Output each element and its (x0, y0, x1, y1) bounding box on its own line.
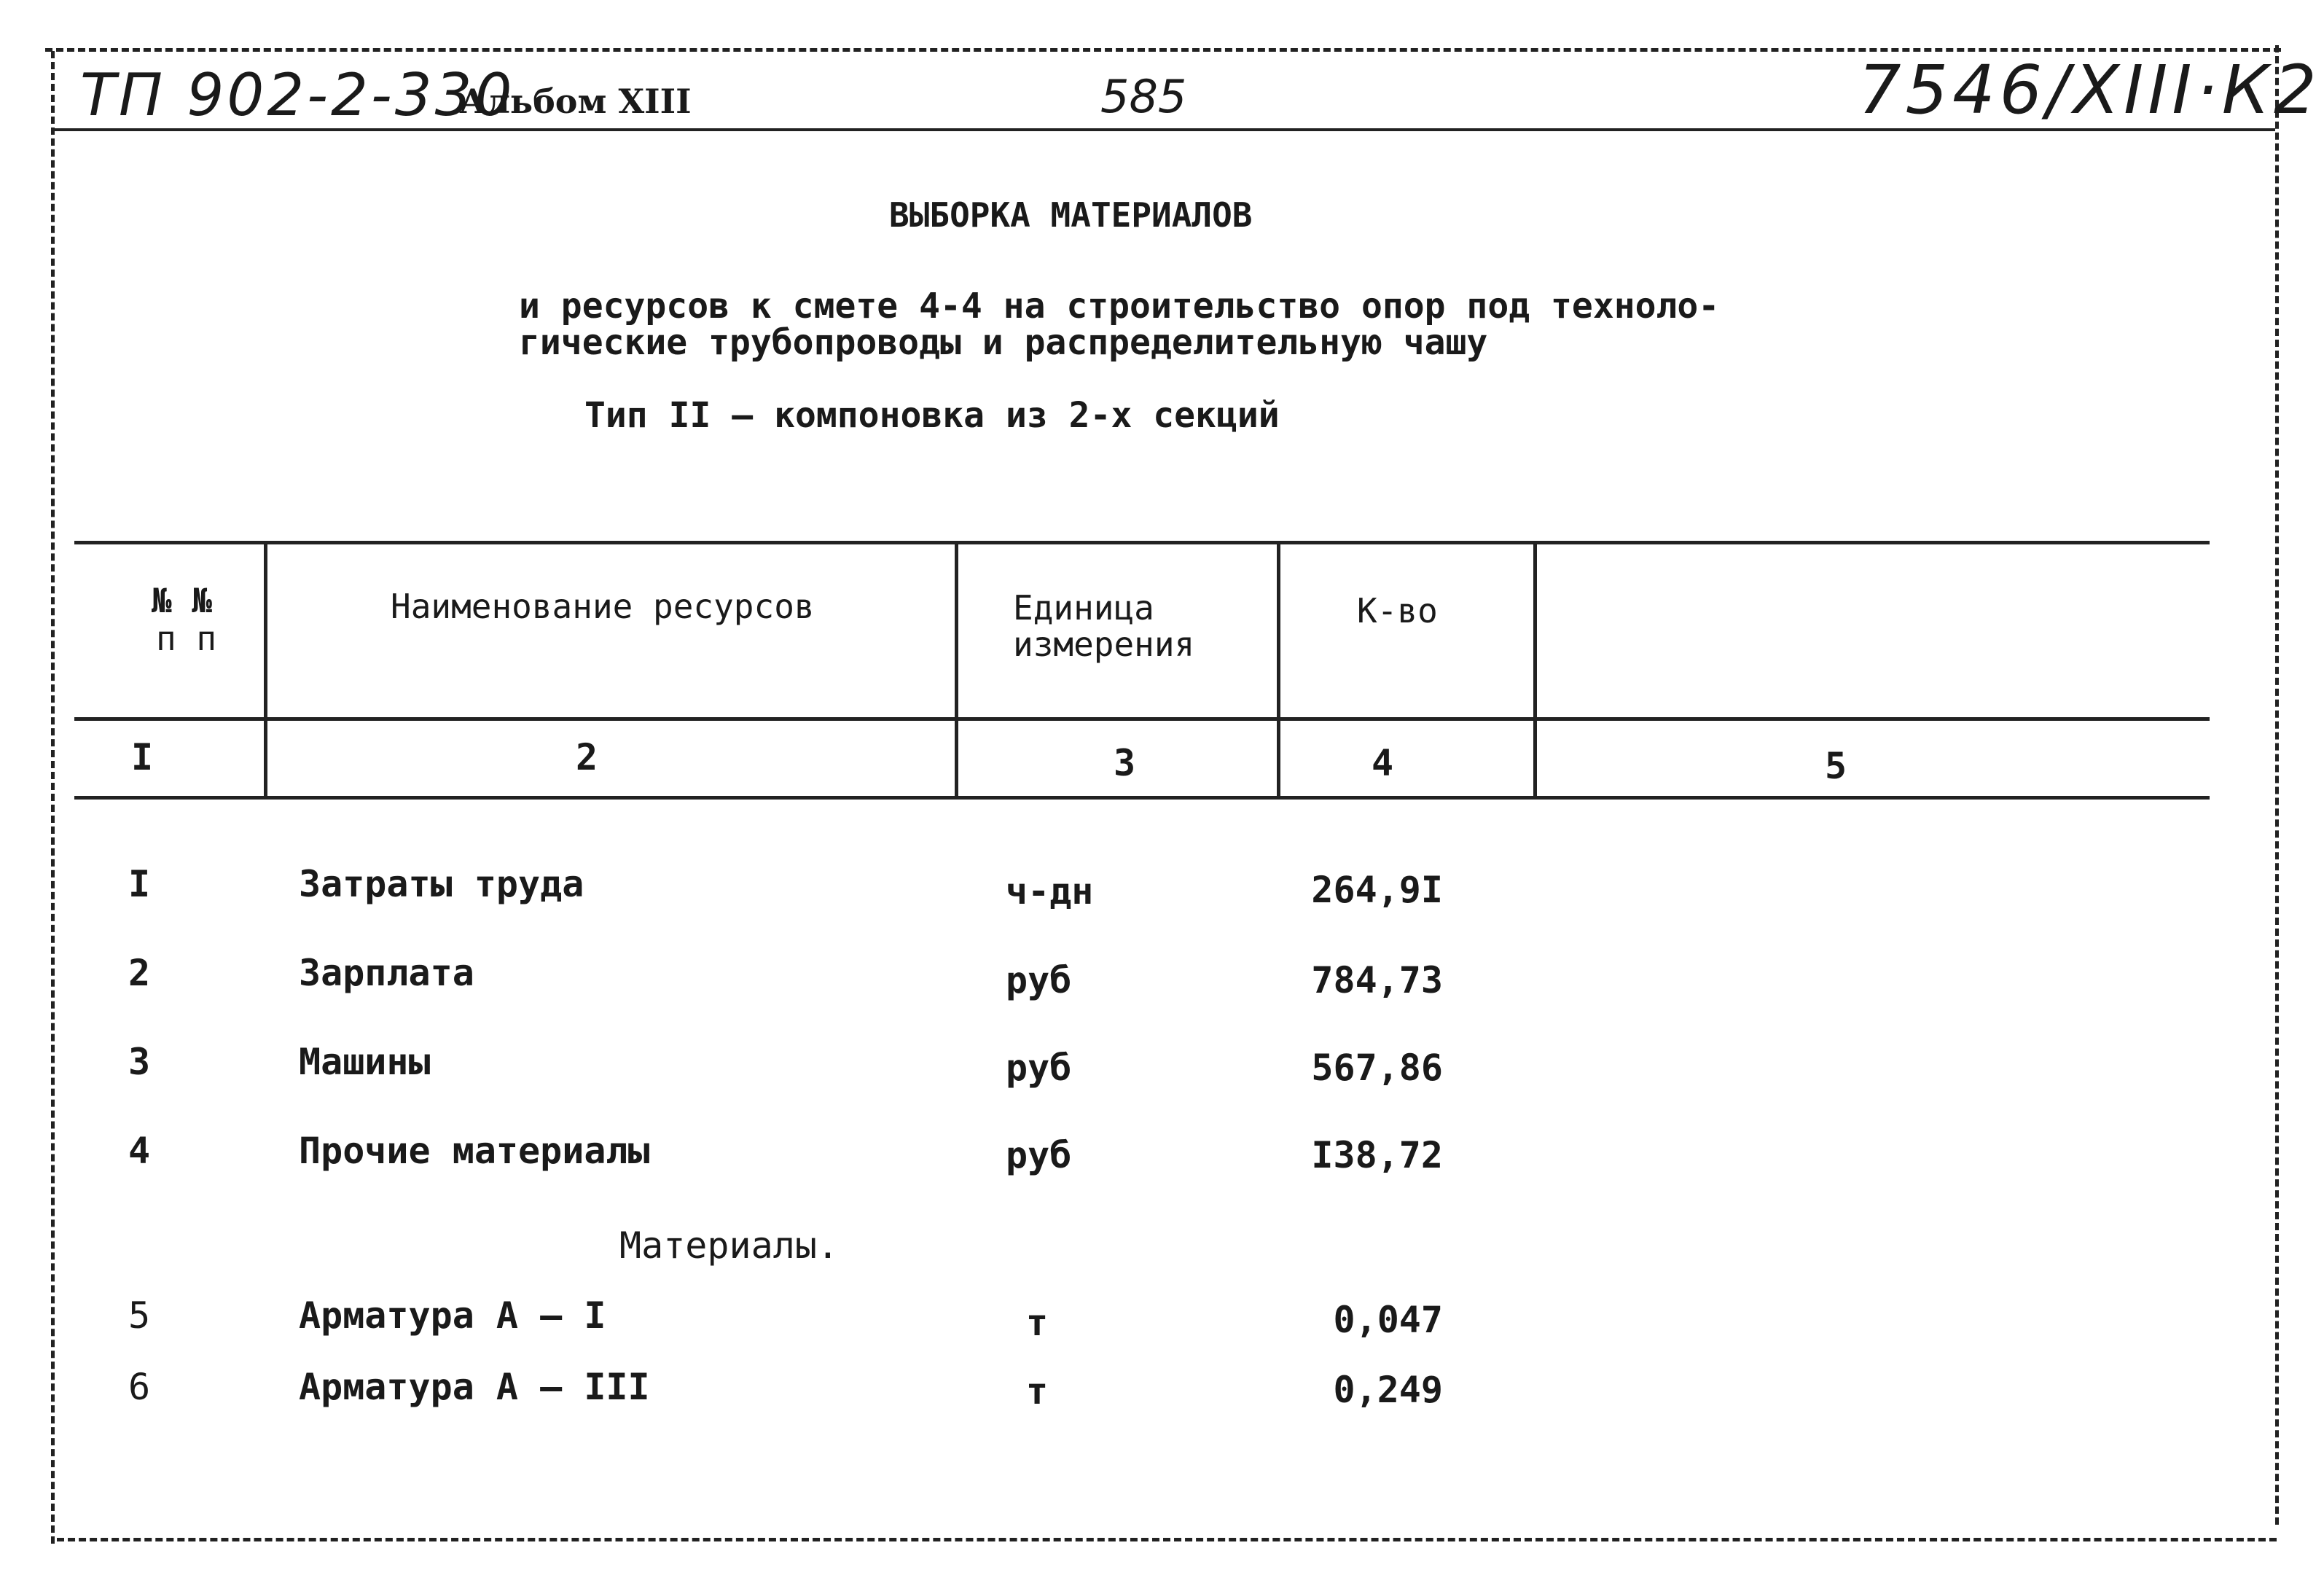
quantity: 0,249 (1333, 1369, 1443, 1411)
header-unit-line-1: Единица (1013, 588, 1154, 628)
quantity: 784,73 (1311, 959, 1443, 1001)
section-label-materials: Материалы. (619, 1224, 840, 1267)
header-name: Наименование ресурсов (391, 587, 815, 626)
subtitle-line-1: и ресурсов к смете 4-4 на строительство опор под техноло- (519, 286, 1720, 327)
header-qty: К-во (1357, 591, 1438, 630)
table-top-rule (74, 541, 2210, 544)
document-title: ВЫБОРКА МАТЕРИАЛОВ (889, 195, 1253, 235)
quantity: 0,047 (1333, 1299, 1443, 1341)
header-unit-line-2: измерения (1013, 625, 1195, 664)
column-number: 5 (1824, 745, 1847, 787)
resource-name: Затраты труда (299, 863, 584, 905)
document-code: 7546/XIII·К2 (1858, 51, 2321, 129)
unit: руб (1006, 1047, 1072, 1089)
column-number: 2 (575, 736, 598, 778)
table-numbers-rule (74, 796, 2210, 800)
column-divider-3 (1277, 541, 1280, 797)
column-divider-2 (955, 541, 958, 797)
project-series: ТП 902-2-330 (80, 61, 515, 129)
header-num-line-2: п п (156, 619, 217, 658)
page-number: 585 (1100, 70, 1187, 123)
row-number: 2 (128, 952, 151, 994)
resource-name: Зарплата (299, 952, 474, 994)
unit: т (1026, 1302, 1049, 1344)
row-number: I (128, 863, 151, 905)
row-number: 6 (128, 1366, 151, 1408)
subtitle-type: Тип II – компоновка из 2-х секций (584, 395, 1280, 436)
resource-name: Арматура А – I (299, 1294, 606, 1337)
row-number: 4 (128, 1130, 151, 1172)
frame-bottom-border (57, 1538, 2277, 1541)
frame-left-border (51, 51, 55, 1544)
quantity: 264,9I (1311, 869, 1443, 911)
frame-right-border (2275, 45, 2279, 1525)
quantity: I38,72 (1311, 1134, 1443, 1176)
resource-name: Прочие материалы (299, 1130, 650, 1172)
unit: руб (1006, 959, 1072, 1001)
column-divider-4 (1533, 541, 1537, 797)
resource-name: Машины (299, 1041, 431, 1083)
column-number: 3 (1113, 742, 1136, 784)
table-header-rule (74, 717, 2210, 721)
row-number: 5 (128, 1294, 151, 1337)
column-number: I (130, 736, 154, 778)
column-divider-1 (264, 541, 267, 797)
unit: т (1026, 1370, 1049, 1412)
row-number: 3 (128, 1041, 151, 1083)
column-number: 4 (1371, 742, 1394, 784)
subtitle-line-2: гические трубопроводы и распределительную чашу (519, 322, 1488, 363)
quantity: 567,86 (1311, 1047, 1443, 1089)
unit: ч-дн (1006, 870, 1094, 912)
header-num-line-1: № № (152, 581, 213, 620)
resource-name: Арматура А – III (299, 1366, 650, 1408)
unit: руб (1006, 1134, 1072, 1176)
album-label: Альбом XIII (459, 82, 692, 121)
